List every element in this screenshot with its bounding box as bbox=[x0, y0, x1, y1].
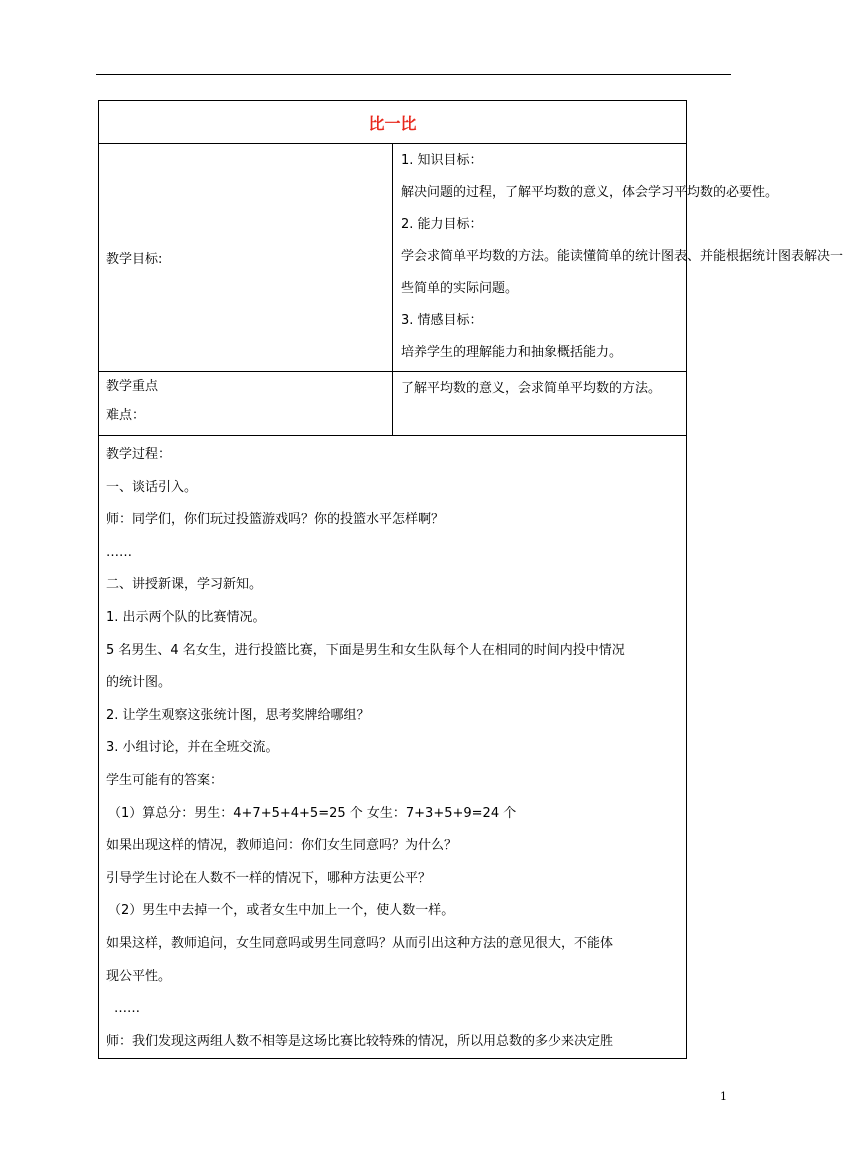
process-line: 3. 小组讨论，并在全班交流。 bbox=[106, 740, 279, 756]
goals-line: 学会求简单平均数的方法。能读懂简单的统计图表、并能根据统计图表解决一 bbox=[401, 249, 843, 264]
process-line: 学生可能有的答案： bbox=[106, 772, 224, 788]
process-line: 引导学生讨论在人数不一样的情况下，哪种方法更公平？ bbox=[106, 870, 432, 886]
goals-row bbox=[99, 144, 687, 372]
focus-label-line: 难点： bbox=[106, 408, 146, 423]
process-line: 如果出现这样的情况，教师追问：你们女生同意吗？为什么？ bbox=[106, 838, 458, 854]
process-line: 师：同学们，你们玩过投篮游戏吗？你的投篮水平怎样啊？ bbox=[106, 512, 445, 528]
process-line: 现公平性。 bbox=[106, 968, 172, 984]
goals-line: 解决问题的过程，了解平均数的意义，体会学习平均数的必要性。 bbox=[401, 185, 779, 200]
focus-content bbox=[393, 372, 687, 436]
goals-line: 1. 知识目标： bbox=[401, 153, 483, 168]
page-number: 1 bbox=[720, 1090, 727, 1103]
focus-label bbox=[99, 372, 393, 436]
process-line: 1. 出示两个队的比赛情况。 bbox=[106, 609, 266, 625]
focus-text: 了解平均数的意义，会求简单平均数的方法。 bbox=[401, 381, 662, 396]
lesson-plan-table bbox=[98, 100, 843, 1059]
process-line: （1）算总分：男生：4+7+5+4+5=25 个 女生：7+3+5+9=24 个 bbox=[108, 805, 517, 821]
focus-row bbox=[99, 372, 687, 436]
lesson-title: 比一比 bbox=[99, 101, 687, 144]
goals-line: 3. 情感目标： bbox=[401, 313, 483, 328]
process-line: 一、谈话引入。 bbox=[106, 479, 198, 495]
goals-line: 些简单的实际问题。 bbox=[401, 281, 519, 296]
process-content bbox=[99, 436, 687, 1059]
process-line: 的统计图。 bbox=[106, 675, 172, 691]
title-row bbox=[99, 101, 687, 144]
process-line: 师：我们发现这两组人数不相等是这场比赛比较特殊的情况，所以用总数的多少来决定胜 bbox=[106, 1033, 614, 1049]
goals-line: 培养学生的理解能力和抽象概括能力。 bbox=[401, 345, 623, 360]
process-row bbox=[99, 436, 687, 1059]
goals-line: 2. 能力目标： bbox=[401, 217, 483, 232]
process-line: …… bbox=[106, 544, 132, 560]
goals-label: 教学目标: bbox=[99, 144, 393, 372]
process-line: （2）男生中去掉一个，或者女生中加上一个，使人数一样。 bbox=[108, 903, 455, 919]
focus-label-line: 教学重点 bbox=[106, 379, 159, 394]
process-line: …… bbox=[114, 1001, 140, 1017]
goals-content bbox=[393, 144, 843, 372]
process-line: 5 名男生、4 名女生，进行投篮比赛，下面是男生和女生队每个人在相同的时间内投中情况 bbox=[106, 642, 625, 658]
process-line: 2. 让学生观察这张统计图，思考奖牌给哪组？ bbox=[106, 707, 370, 723]
process-line: 如果这样，教师追问，女生同意吗或男生同意吗？从而引出这种方法的意见很大，不能体 bbox=[106, 935, 614, 951]
process-line: 教学过程： bbox=[106, 447, 172, 462]
process-line: 二、讲授新课，学习新知。 bbox=[106, 577, 263, 593]
header-rule bbox=[96, 74, 731, 75]
